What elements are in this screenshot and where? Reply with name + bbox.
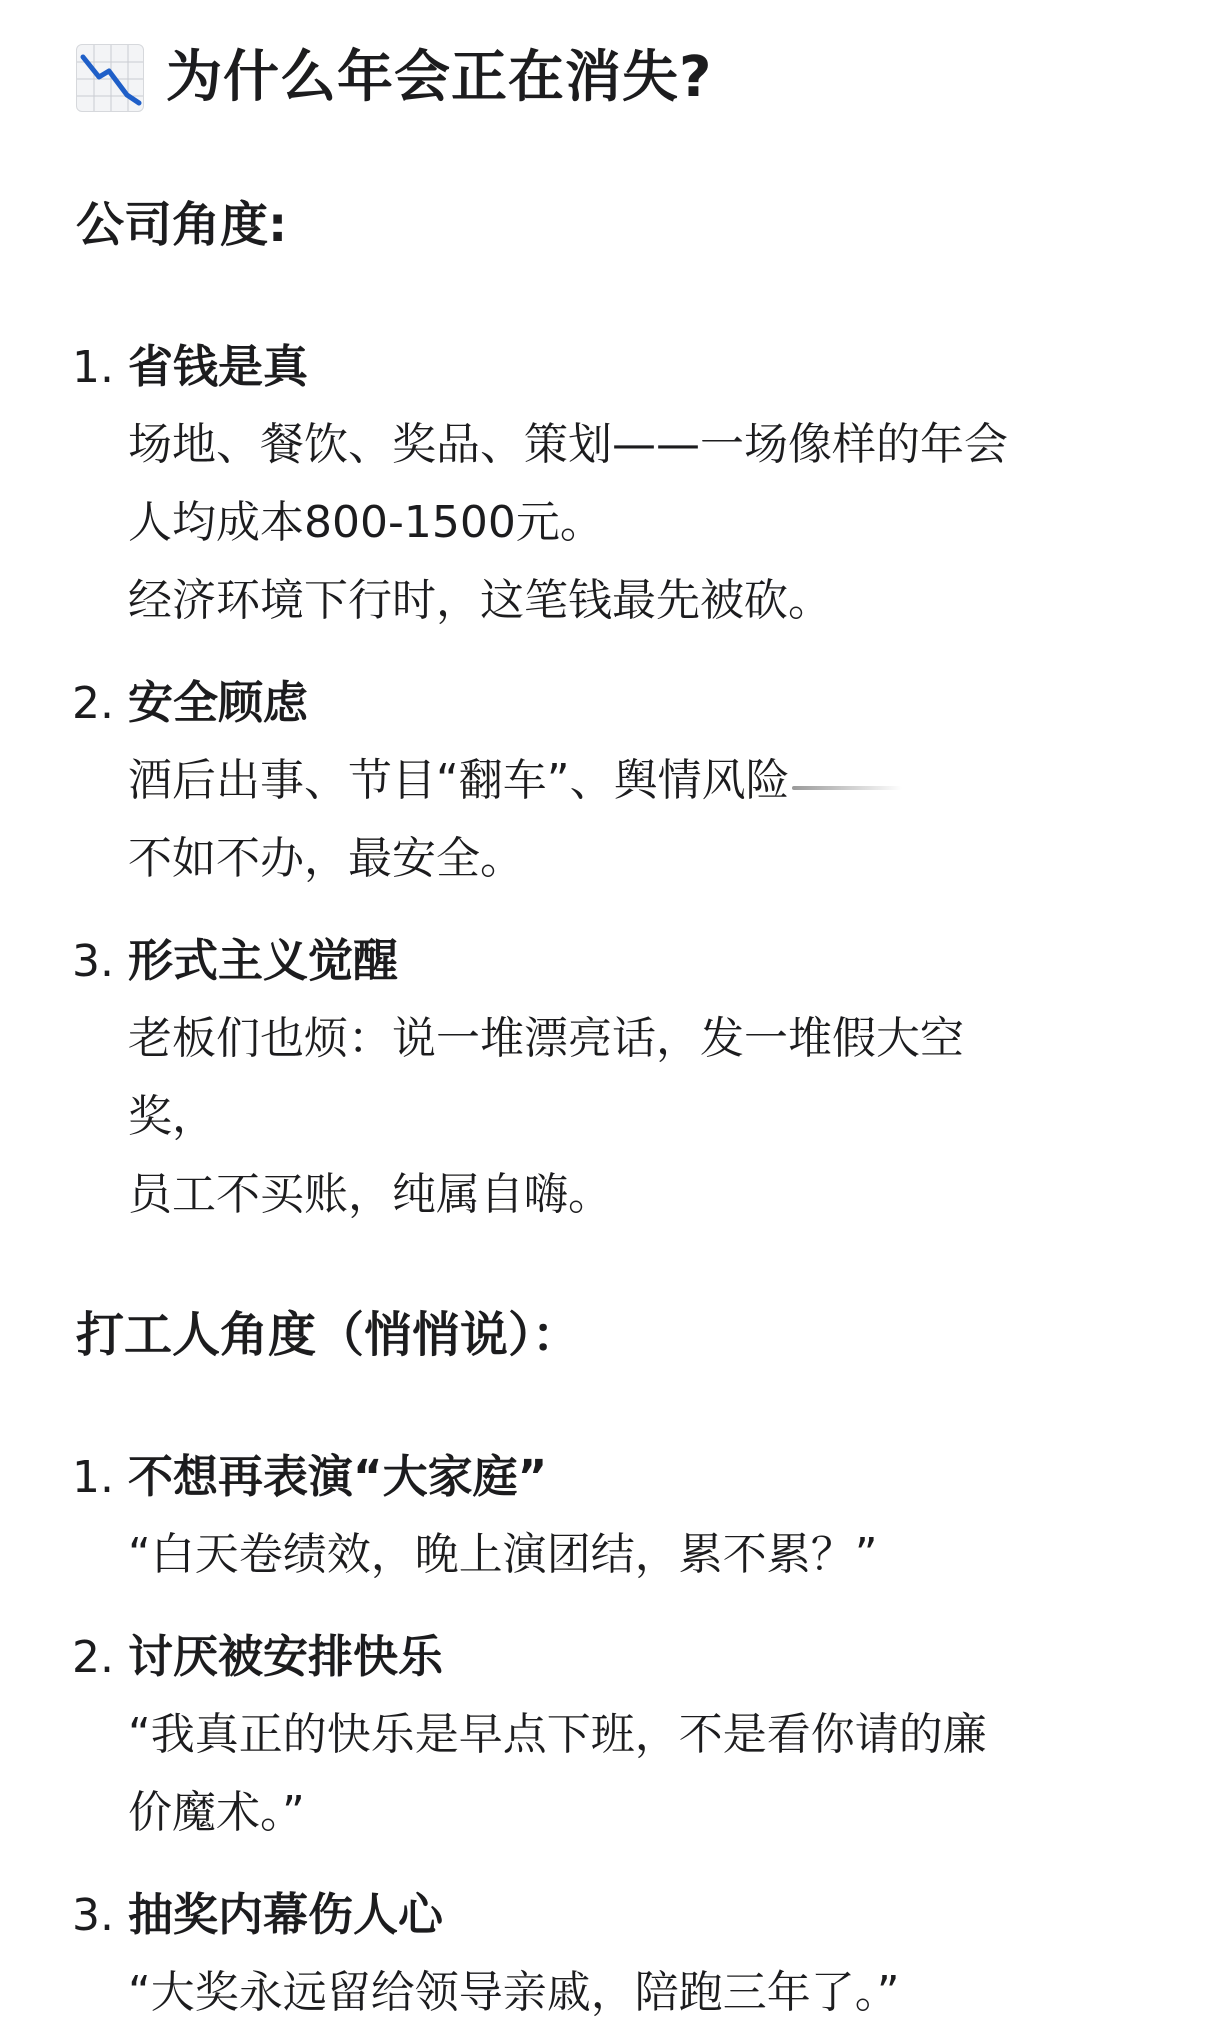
item-line: 老板们也烦：说一堆漂亮话，发一堆假大空: [128, 1013, 964, 1064]
page-title: 为什么年会正在消失?: [166, 45, 713, 110]
item-line: “我真正的快乐是早点下班，不是看你请的廉: [128, 1709, 987, 1760]
item-title: 省钱是真: [128, 340, 309, 393]
item-line: “白天卷绩效，晚上演团结，累不累？”: [128, 1529, 878, 1580]
item-title: 安全顾虑: [128, 676, 309, 729]
chart-decreasing-icon: [76, 44, 144, 112]
item-title: 讨厌被安排快乐: [128, 1630, 444, 1683]
item-line: 经济环境下行时，这笔钱最先被砍。: [128, 575, 832, 626]
item-line: 奖，: [128, 1091, 216, 1142]
list-item: [72, 1438, 1172, 1594]
section-heading-company: 公司角度:: [76, 197, 288, 253]
item-line: 员工不买账，纯属自嗨。: [128, 1169, 612, 1220]
section-heading-workers: 打工人角度（悄悄说）：: [76, 1307, 581, 1363]
list-item: [72, 922, 1172, 1234]
item-number: 1.: [72, 342, 114, 393]
item-title: 不想再表演“大家庭”: [128, 1450, 548, 1503]
title-row: [76, 38, 712, 118]
list-item: [72, 1876, 1172, 2032]
item-line: “大奖永远留给领导亲戚，陪跑三年了。”: [128, 1967, 900, 2018]
item-line: 价魔术。”: [128, 1787, 305, 1838]
item-title: 形式主义觉醒: [128, 934, 399, 987]
item-title: 抽奖内幕伤人心: [128, 1888, 444, 1941]
list-item: [72, 664, 1172, 898]
item-number: 2.: [72, 678, 114, 729]
item-line: [128, 742, 1172, 820]
item-line: 场地、餐饮、奖品、策划——一场像样的年会: [128, 419, 1008, 470]
item-number: 3.: [72, 936, 114, 987]
item-line-text: 酒后出事、节目“翻车”、舆情风险: [128, 755, 790, 806]
item-number: 3.: [72, 1890, 114, 1941]
list-item: [72, 1618, 1172, 1852]
item-line: 人均成本800-1500元。: [128, 497, 604, 548]
fade-mark: [792, 786, 902, 790]
list-item: [72, 328, 1172, 640]
item-number: 2.: [72, 1632, 114, 1683]
item-line: 不如不办，最安全。: [128, 833, 524, 884]
item-number: 1.: [72, 1452, 114, 1503]
